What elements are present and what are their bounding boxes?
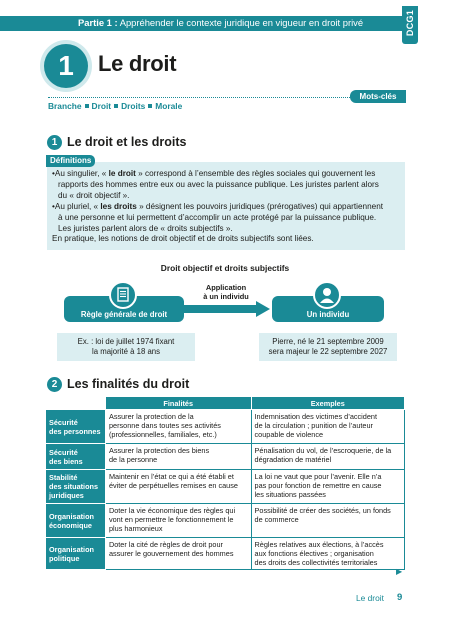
section-number-badge: 2 [47,377,62,392]
finalite-cell [105,444,251,470]
row-label [46,444,106,470]
course-code: DCG1 [405,9,415,37]
cell-line: Indemnisation des victimes d’accident [254,412,378,421]
finalite-cell [105,470,251,504]
cell-line: juridiques [49,491,84,500]
cell-line: Organisation [49,544,95,554]
finalites-table [45,396,405,570]
individual-node-label: Un individu [306,310,350,319]
row-label [46,538,106,570]
chapter-number-badge [44,44,88,88]
cell-line: politique [49,553,80,563]
cell-line: vont en permettre le fonctionnement le [108,515,234,524]
cell-line: plus harmonieux [108,524,163,533]
cell-line: pas pour fonction de remettre en cause [254,481,382,490]
footer-chapter-name: Le droit [356,593,384,603]
part-header-text [78,17,363,28]
right-arrow-icon [184,301,272,317]
chapter-number: 1 [58,50,74,81]
definitions-label: Définitions [46,155,95,167]
definition-bullet: •Au singulier, « le droit » correspond à l’ensemble des règles sociales qui gouvernent les [52,169,376,178]
cell-line: assurer le gouvernement des hommes [108,549,234,558]
definition-line: rapports des hommes entre eux ou avec la puissance publique. Les juristes parlent alors [58,179,379,189]
cell-line: éviter de perpétuelles remises en cause [108,481,238,490]
exemple-cell [251,538,404,570]
keywords-divider [48,97,350,98]
bullet-square-icon [114,104,118,108]
finalite-cell [105,410,251,444]
cell-line: La loi ne vaut que pour l’avenir. Elle n’a [254,472,382,481]
table-row [46,504,405,538]
rule-node-label: Règle générale de droit [80,310,168,319]
cell-line: Sécurité [49,447,78,457]
page-number: 9 [397,592,403,603]
cell-line: Stabilité [49,473,78,482]
part-header-bar [0,16,418,31]
cell-line: des personnes [49,426,101,436]
table-header-row [46,397,405,410]
section-number-badge: 1 [47,135,62,150]
note-line: la majorité à 18 ans [91,347,161,356]
column-header: Exemples [251,397,404,410]
cell-line: Doter la cité de règles de droit pour [108,540,223,549]
cell-line: de la personne [108,455,158,464]
note-line: Pierre, né le 21 septembre 2009 [272,337,384,346]
table-row [46,470,405,504]
diagram-title: Droit objectif et droits subjectifs [160,263,290,273]
cell-line: Doter la vie économique des règles qui [108,506,236,515]
exemple-cell [251,470,404,504]
cell-line: coupable de violence [254,430,324,439]
bullet-square-icon [85,104,89,108]
note-line: sera majeur le 22 septembre 2027 [268,347,388,356]
table-row [46,444,405,470]
cell-line: Possibilité de créer des sociétés, un fonds [254,506,391,515]
cell-line: Assurer la protection des biens [108,446,210,455]
cell-line: aux fonctions électives ; organisation [254,549,374,558]
part-title: Appréhender le contexte juridique en vigueur en droit privé [119,17,364,28]
finalite-cell [105,538,251,570]
table-corner [46,397,106,410]
table-row [46,410,405,444]
cell-line: des droits des collectivités territoriales [254,558,378,567]
cell-line: de commerce [254,515,299,524]
cell-line: (professionnelles, familiales, etc.) [108,430,217,439]
finalite-cell [105,504,251,538]
cell-line: dégradation de matériel [254,455,332,464]
individual-example-note [259,333,397,361]
part-label: Partie 1 : [78,17,118,28]
bullet-square-icon [148,104,152,108]
keywords-label: Mots-clés [350,90,406,103]
cell-line: personne dans toutes ses activités [108,421,221,430]
cell-line: économique [49,520,92,530]
definition-bullet: •Au pluriel, « les droits » désignent les pouvoirs juridiques (prérogatives) qui appartiennent [52,201,384,211]
exemple-cell [251,410,404,444]
cell-line: Assurer la protection de la [108,412,194,421]
keyword-item: Morale [155,101,183,111]
cell-line: Pénalisation du vol, de l’escroquerie, de la [254,446,392,455]
cell-line: Sécurité [49,417,78,427]
definition-conclusion: En pratique, les notions de droit objectif et de droits subjectifs sont liées. [52,234,314,244]
arrow-label [190,283,262,301]
person-icon [313,281,341,309]
cell-line: de la circulation ; punition de l’auteur [254,421,373,430]
cell-line: Organisation [49,511,95,521]
arrow-label-line: à un individu [203,292,249,301]
row-label [46,470,106,504]
continue-arrow-icon: ▶ [396,567,403,576]
table-row [46,538,405,570]
definition-line: Les juristes parlent alors de « droits subjectifs ». [58,223,233,233]
document-icon [109,281,137,309]
cell-line: des biens [49,456,83,466]
rule-example-note [57,333,195,361]
keyword-item: Droit [91,101,112,111]
cell-line: les situations passées [254,490,326,499]
row-label [46,504,106,538]
cell-line: Maintenir en l’état ce qui a été établi et [108,472,234,481]
exemple-cell [251,504,404,538]
exemple-cell [251,444,404,470]
section-title: Le droit et les droits [67,135,187,149]
definition-line: à une personne et lui permettent d’accomplir un acte protégé par la puissance publique. [58,212,377,222]
definition-line: du « droit objectif ». [58,190,130,200]
cell-line: des situations [49,482,99,491]
cell-line: Règles relatives aux élections, à l’accès [254,540,384,549]
definitions-text [52,169,400,245]
course-code-tab [402,6,418,44]
column-header: Finalités [105,397,251,410]
keyword-item: Branche [48,101,82,111]
note-line: Ex. : loi de juillet 1974 fixant [77,337,175,346]
chapter-title: Le droit [98,51,177,76]
arrow-label-line: Application [205,283,247,292]
keyword-item: Droits [121,101,146,111]
section-title: Les finalités du droit [67,377,190,391]
row-label [46,410,106,444]
keywords-list [48,101,182,111]
